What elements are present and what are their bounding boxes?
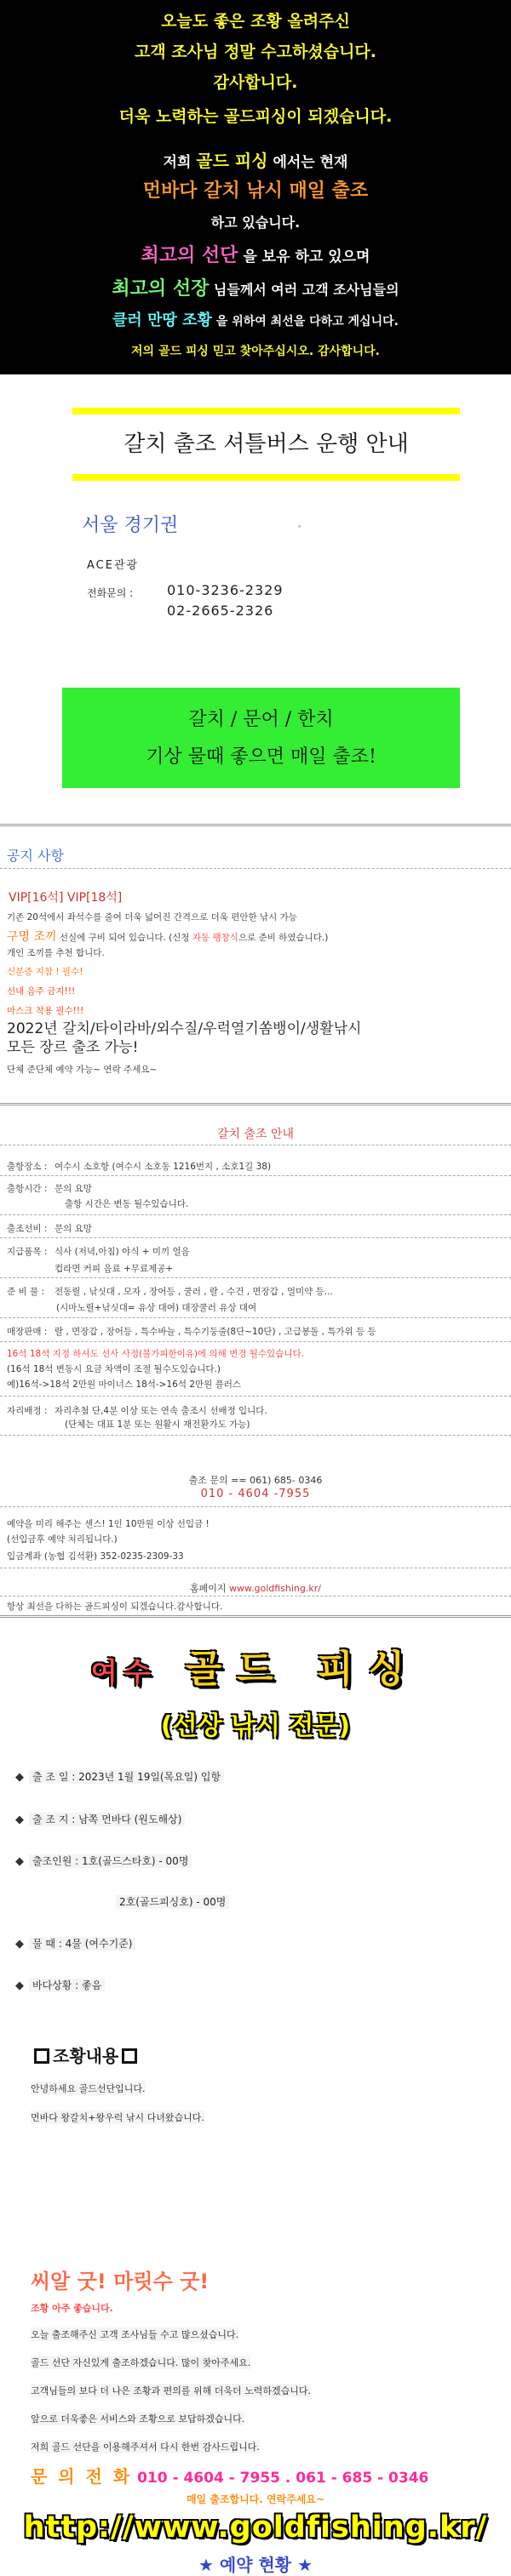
green-banner: [62, 688, 460, 788]
banner-line: 저의 골드 피싱 믿고 찾아주십시오. 감사합니다.: [131, 345, 380, 358]
diamond-icon: ◆: [15, 1813, 24, 1826]
guide-value: 컵라면 커피 음료 +무료제공+: [55, 1264, 174, 1274]
diamond-icon: ◆: [15, 1938, 24, 1951]
shuttle-title: 갈치 출조 셔틀버스 운행 안내: [123, 431, 409, 457]
poster-subtitle: (선상 낚시 전문): [160, 1711, 351, 1741]
green-banner-line: 갈치 / 문어 / 한치: [188, 709, 334, 730]
notice-text: 단체 준단체 예약 가능~ 연락 주세요~: [7, 1065, 158, 1075]
divider: [0, 1237, 511, 1238]
report-text: 안녕하세요 골드선단입니다.: [31, 2083, 146, 2094]
report-text: 골드 선단 자신있게 출조하겠습니다. 많이 찾아주세요.: [31, 2357, 251, 2368]
guide-label: 출항시간 :: [7, 1184, 48, 1194]
banner-line: 클러 만땅 조황 을 위하여 최선을 다하고 게십니다.: [112, 311, 399, 329]
notice-text: 마스크 착용 필수!!!: [7, 1006, 84, 1016]
report-text: 먼바다 왕갈치+왕우럭 낚시 다녀왔습니다.: [31, 2112, 204, 2123]
square-icon: [122, 2048, 137, 2064]
guide-label: 자리배정 :: [7, 1406, 48, 1416]
banner-line: 고객 조사님 정말 수고하셨습니다.: [134, 43, 377, 61]
trip-info-row: ◆ 출조인원 : 1호(골드스타호) - 00명: [15, 1853, 192, 1868]
guide-value: (단체는 대표 1분 또는 원활시 재전환가도 가능): [65, 1419, 250, 1430]
trip-info-row: ◆ 바다상황 : 좋음: [15, 1978, 105, 1992]
trip-info-row: ◆ 출 조 지 : 남쪽 먼바다 (원도해상): [15, 1812, 185, 1826]
region-title: 서울 경기권: [82, 515, 179, 536]
guide-label: 출항장소 :: [7, 1162, 48, 1172]
shuttle-phone[interactable]: 010-3236-2329: [167, 582, 284, 598]
report-text: 앞으로 더욱좋은 서비스와 조황으로 보답하겠습니다.: [31, 2413, 245, 2425]
trip-info-row: ◆ 출 조 일 : 2023년 1월 19일(목요일) 입항: [15, 1769, 224, 1784]
departure-contact[interactable]: 출조 문의 == 061) 685- 0346: [188, 1475, 323, 1486]
divider-dot: [298, 525, 301, 528]
banner-line: 최고의 선단 을 보유 하고 있으며: [141, 245, 370, 266]
report-text: 고객님들의 보다 더 나은 조황과 편의를 위해 더욱더 노력하겠습니다.: [31, 2385, 311, 2396]
reservation-status-heading: ★ 예약 현황 ★: [198, 2555, 313, 2575]
notice-text: 구명 조끼 선실에 구비 되어 있습니다. (신청 자동 팽창식으로 준비 하였습니다.): [7, 930, 329, 944]
inquiry-phone[interactable]: 문 의 전 화 010 - 4604 - 7955 . 061 - 685 - 0346: [31, 2466, 429, 2487]
diamond-icon: ◆: [15, 1855, 24, 1868]
homepage-link[interactable]: www.goldfishing.kr/: [229, 1583, 321, 1594]
divider: [0, 1435, 511, 1436]
inquiry-subtext: 매일 출조합니다. 연락주세요~: [186, 2493, 325, 2505]
seat-note: (16석 18석 변동시 요금 차액이 조절 될수도있습니다.): [7, 1364, 221, 1374]
catch-subhead: 조황 아주 좋습니다.: [31, 2303, 113, 2314]
notice-text: 선내 음주 금지!!!: [7, 986, 76, 997]
guide-value: 랄 , 면장갑 , 장어등 , 특수바늘 , 특수기둥줄(8단~10단) , 고급봉돌 , 특가위 등 등: [55, 1327, 376, 1337]
diamond-icon: ◆: [15, 1979, 24, 1992]
guide-label: 지급품목 :: [7, 1247, 48, 1257]
notice-text: 기존 20석에서 좌석수를 줄여 더욱 넓어진 간격으로 더욱 편안한 낚시 가능: [7, 912, 297, 922]
company-name: ACE관광: [87, 559, 140, 572]
trip-info-row: ◆ 물 때 : 4물 (여수기준): [15, 1936, 135, 1951]
guide-title: 갈치 출조 안내: [216, 1128, 295, 1141]
reservation-text: 예약을 미리 해주는 센스! 1인 10만원 이상 선입금 !: [7, 1519, 210, 1529]
square-icon: [34, 2048, 49, 2064]
reservation-text: (선입금후 예약 처리됩니다.): [7, 1534, 118, 1545]
divider: [0, 1317, 511, 1318]
banner-line: 저희 골드 피싱 에서는 현재: [163, 151, 348, 171]
top-banner: [0, 0, 511, 374]
green-banner-line: 기상 물때 좋으면 매일 출조!: [146, 746, 376, 768]
divider: [0, 1615, 511, 1618]
report-text: 저희 골드 선단을 이용해주셔서 다시 한번 감사드립니다.: [31, 2442, 260, 2453]
divider: [0, 868, 511, 869]
banner-line: 최고의 선장 님들께서 여러 고객 조사님들의: [112, 278, 399, 300]
banner-line: 더욱 노력하는 골드피싱이 되겠습니다.: [118, 107, 393, 126]
guide-value: 자리추첨 단,4분 이상 또는 연속 출조시 선배정 입니다.: [55, 1406, 267, 1416]
contact-label: 전화문의 :: [87, 587, 134, 599]
website-link[interactable]: http://www.goldfishing.kr/: [23, 2510, 488, 2545]
diamond-icon: ◆: [15, 1771, 24, 1784]
homepage-line: 홈페이지 www.goldfishing.kr/: [190, 1583, 321, 1594]
notice-genres: 2022년 갈치/타이라바/외수질/우럭열기쏨뱅이/생활낚시 모든 장르 출조 가능!: [7, 1020, 362, 1056]
guide-value: 문의 요망: [55, 1224, 92, 1234]
divider: [0, 1396, 511, 1397]
guide-label: 출조선비 :: [7, 1224, 48, 1234]
divider: [0, 1506, 511, 1507]
divider: [0, 1175, 511, 1176]
catch-report-title: 조황내용: [31, 2042, 141, 2067]
seat-note: 예)16석->18석 2만원 마이너스 18석->16석 2만원 플러스: [7, 1379, 242, 1390]
closing-text: 항상 최선을 다하는 골드피싱이 되겠습니다.감사합니다.: [7, 1602, 223, 1612]
guide-value: (시마노릴+낚싯대= 유상 대여) 대장쿨러 유상 대여: [56, 1303, 257, 1313]
shuttle-phone[interactable]: 02-2665-2326: [167, 603, 274, 619]
guide-label: 준 비 물 :: [7, 1287, 44, 1297]
banner-line: 오늘도 좋은 조황 올려주신: [161, 12, 350, 31]
divider: [0, 1103, 511, 1105]
vip-label: VIP[16석] VIP[18석]: [9, 891, 123, 905]
divider: [0, 1214, 511, 1215]
divider: [0, 1277, 511, 1278]
poster-title: 여수 골드 피싱: [90, 1648, 421, 1691]
shuttle-bar: [72, 408, 460, 414]
catch-headline: 씨알 굿! 마릿수 굿!: [31, 2270, 210, 2293]
guide-value: 전동릴 , 낚싯대 , 모자 , 장어등 , 쿨러 , 랄 , 수건 , 면장갑 , 멀미약 등...: [55, 1287, 333, 1297]
seat-change-warning: 16석 18석 지정 하셔도 선사 사정(불가피한이유)에 의해 변경 될수있습니다.: [7, 1349, 304, 1359]
guide-value: 문의 요망: [55, 1184, 92, 1194]
guide-value: 출항 시간은 변동 될수있습니다.: [65, 1199, 189, 1209]
report-text: 오늘 출조해주신 고객 조사님들 수고 많으셨습니다.: [31, 2329, 239, 2340]
notice-text: 신분증 지참 ! 필수!: [7, 967, 83, 977]
banner-line: 감사합니다.: [213, 73, 298, 92]
guide-value: 여수시 소호항 (여수시 소호동 1216번지 , 소호1길 38): [55, 1162, 272, 1172]
guide-value: 식사 (저녁,아침) 야식 + 미끼 얼음: [55, 1247, 190, 1257]
notice-text: 개인 조끼를 추천 합니다.: [7, 948, 105, 958]
notice-title: 공지 사항: [7, 848, 64, 864]
banner-line: 하고 있습니다.: [210, 214, 301, 231]
guide-label: 매장판매 :: [7, 1327, 48, 1337]
trip-info-row: 2호(골드피싱호) - 00명: [116, 1894, 229, 1909]
divider: [0, 1341, 511, 1342]
bank-account: 입금계좌 (농협 김석환) 352-0235-2309-33: [7, 1551, 184, 1562]
shuttle-bar: [72, 474, 460, 481]
banner-line: 먼바다 갈치 낚시 매일 출조: [142, 180, 369, 202]
departure-mobile[interactable]: 010 - 4604 -7955: [200, 1488, 311, 1500]
divider: [0, 824, 511, 826]
